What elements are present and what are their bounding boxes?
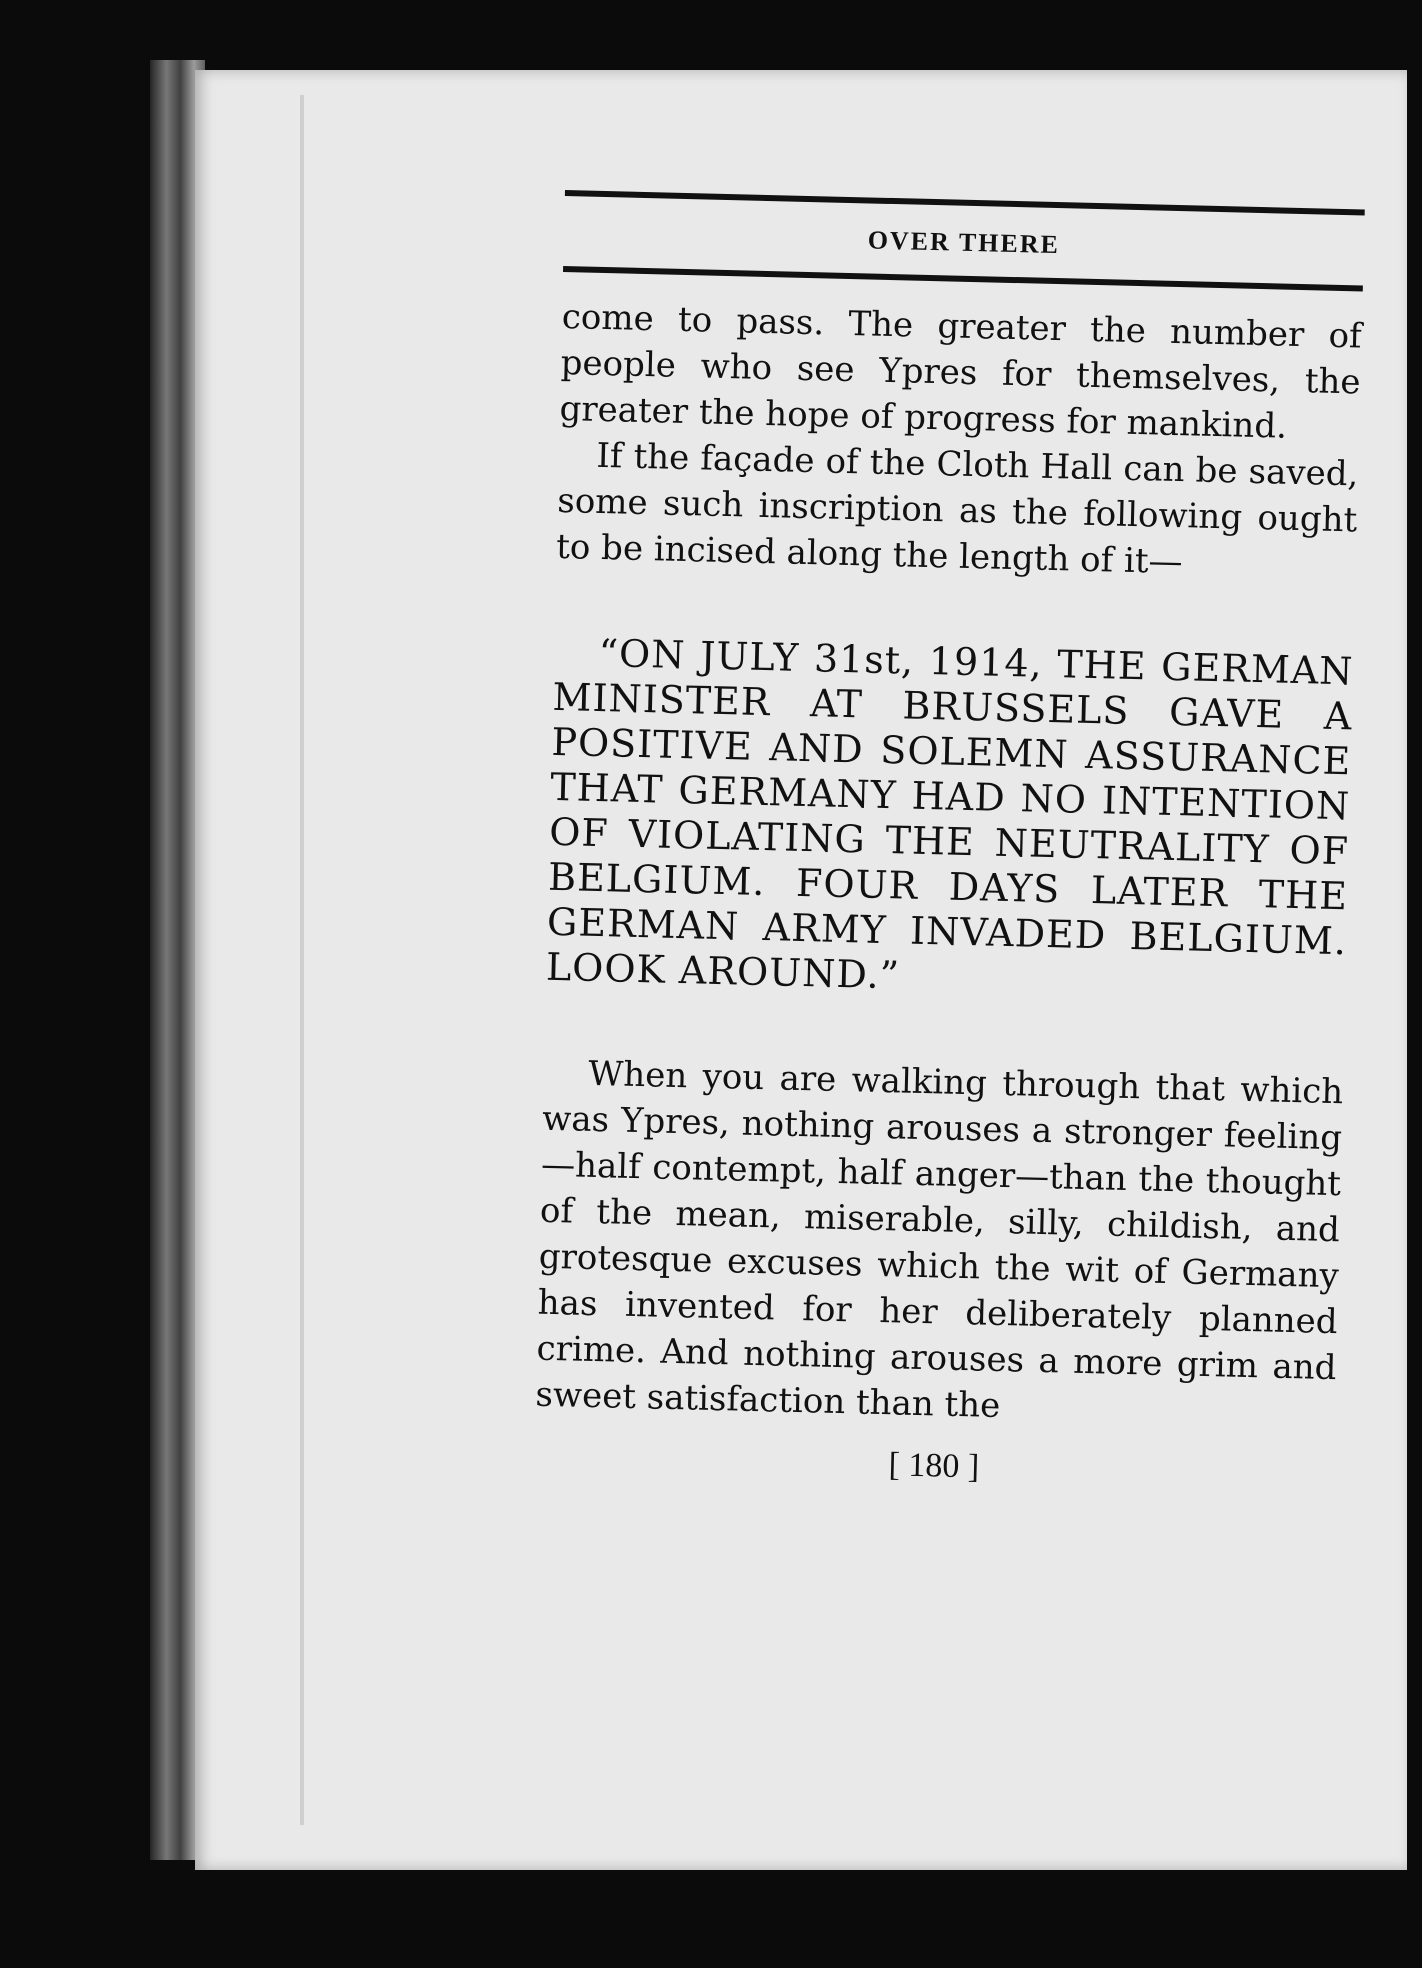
paragraph-2: If the façade of the Cloth Hall can be saved, some such inscription as the following ought to be incised along the length of it— <box>555 435 1359 583</box>
page-number: [ 180 ] <box>888 1446 980 1486</box>
running-head: OVER THERE <box>867 225 1061 260</box>
text-block <box>534 190 1365 1495</box>
inscription-quote: “ON JULY 31st, 1914, THE GERMAN MINISTER AT BRUSSELS GAVE A POSITIVE AND SOLEMN ASSURANCE THAT GERMANY HAD NO INTENTION OF VIOLATING THE NEUTRALITY OF BELGIUM. FOUR DAYS LATER THE GERMAN ARMY INVADED BELGIUM. LOOK AROUND.” <box>545 630 1355 998</box>
paragraph-3: When you are walking through that which was Ypres, nothing arouses a stronger feeling—half contempt, half anger—than the thought of the mean, miserable, silly, childish, and grotesque excuses which the wit of Germany has invented for her deliberately planned crime. And nothing arouses a more grim and sweet satisfaction than the <box>535 1053 1344 1426</box>
paragraph-1: come to pass. The greater the number of people who see Ypres for themselves, the greater the hope of progress for mankind. <box>559 296 1363 447</box>
gutter-shadow <box>300 95 304 1825</box>
